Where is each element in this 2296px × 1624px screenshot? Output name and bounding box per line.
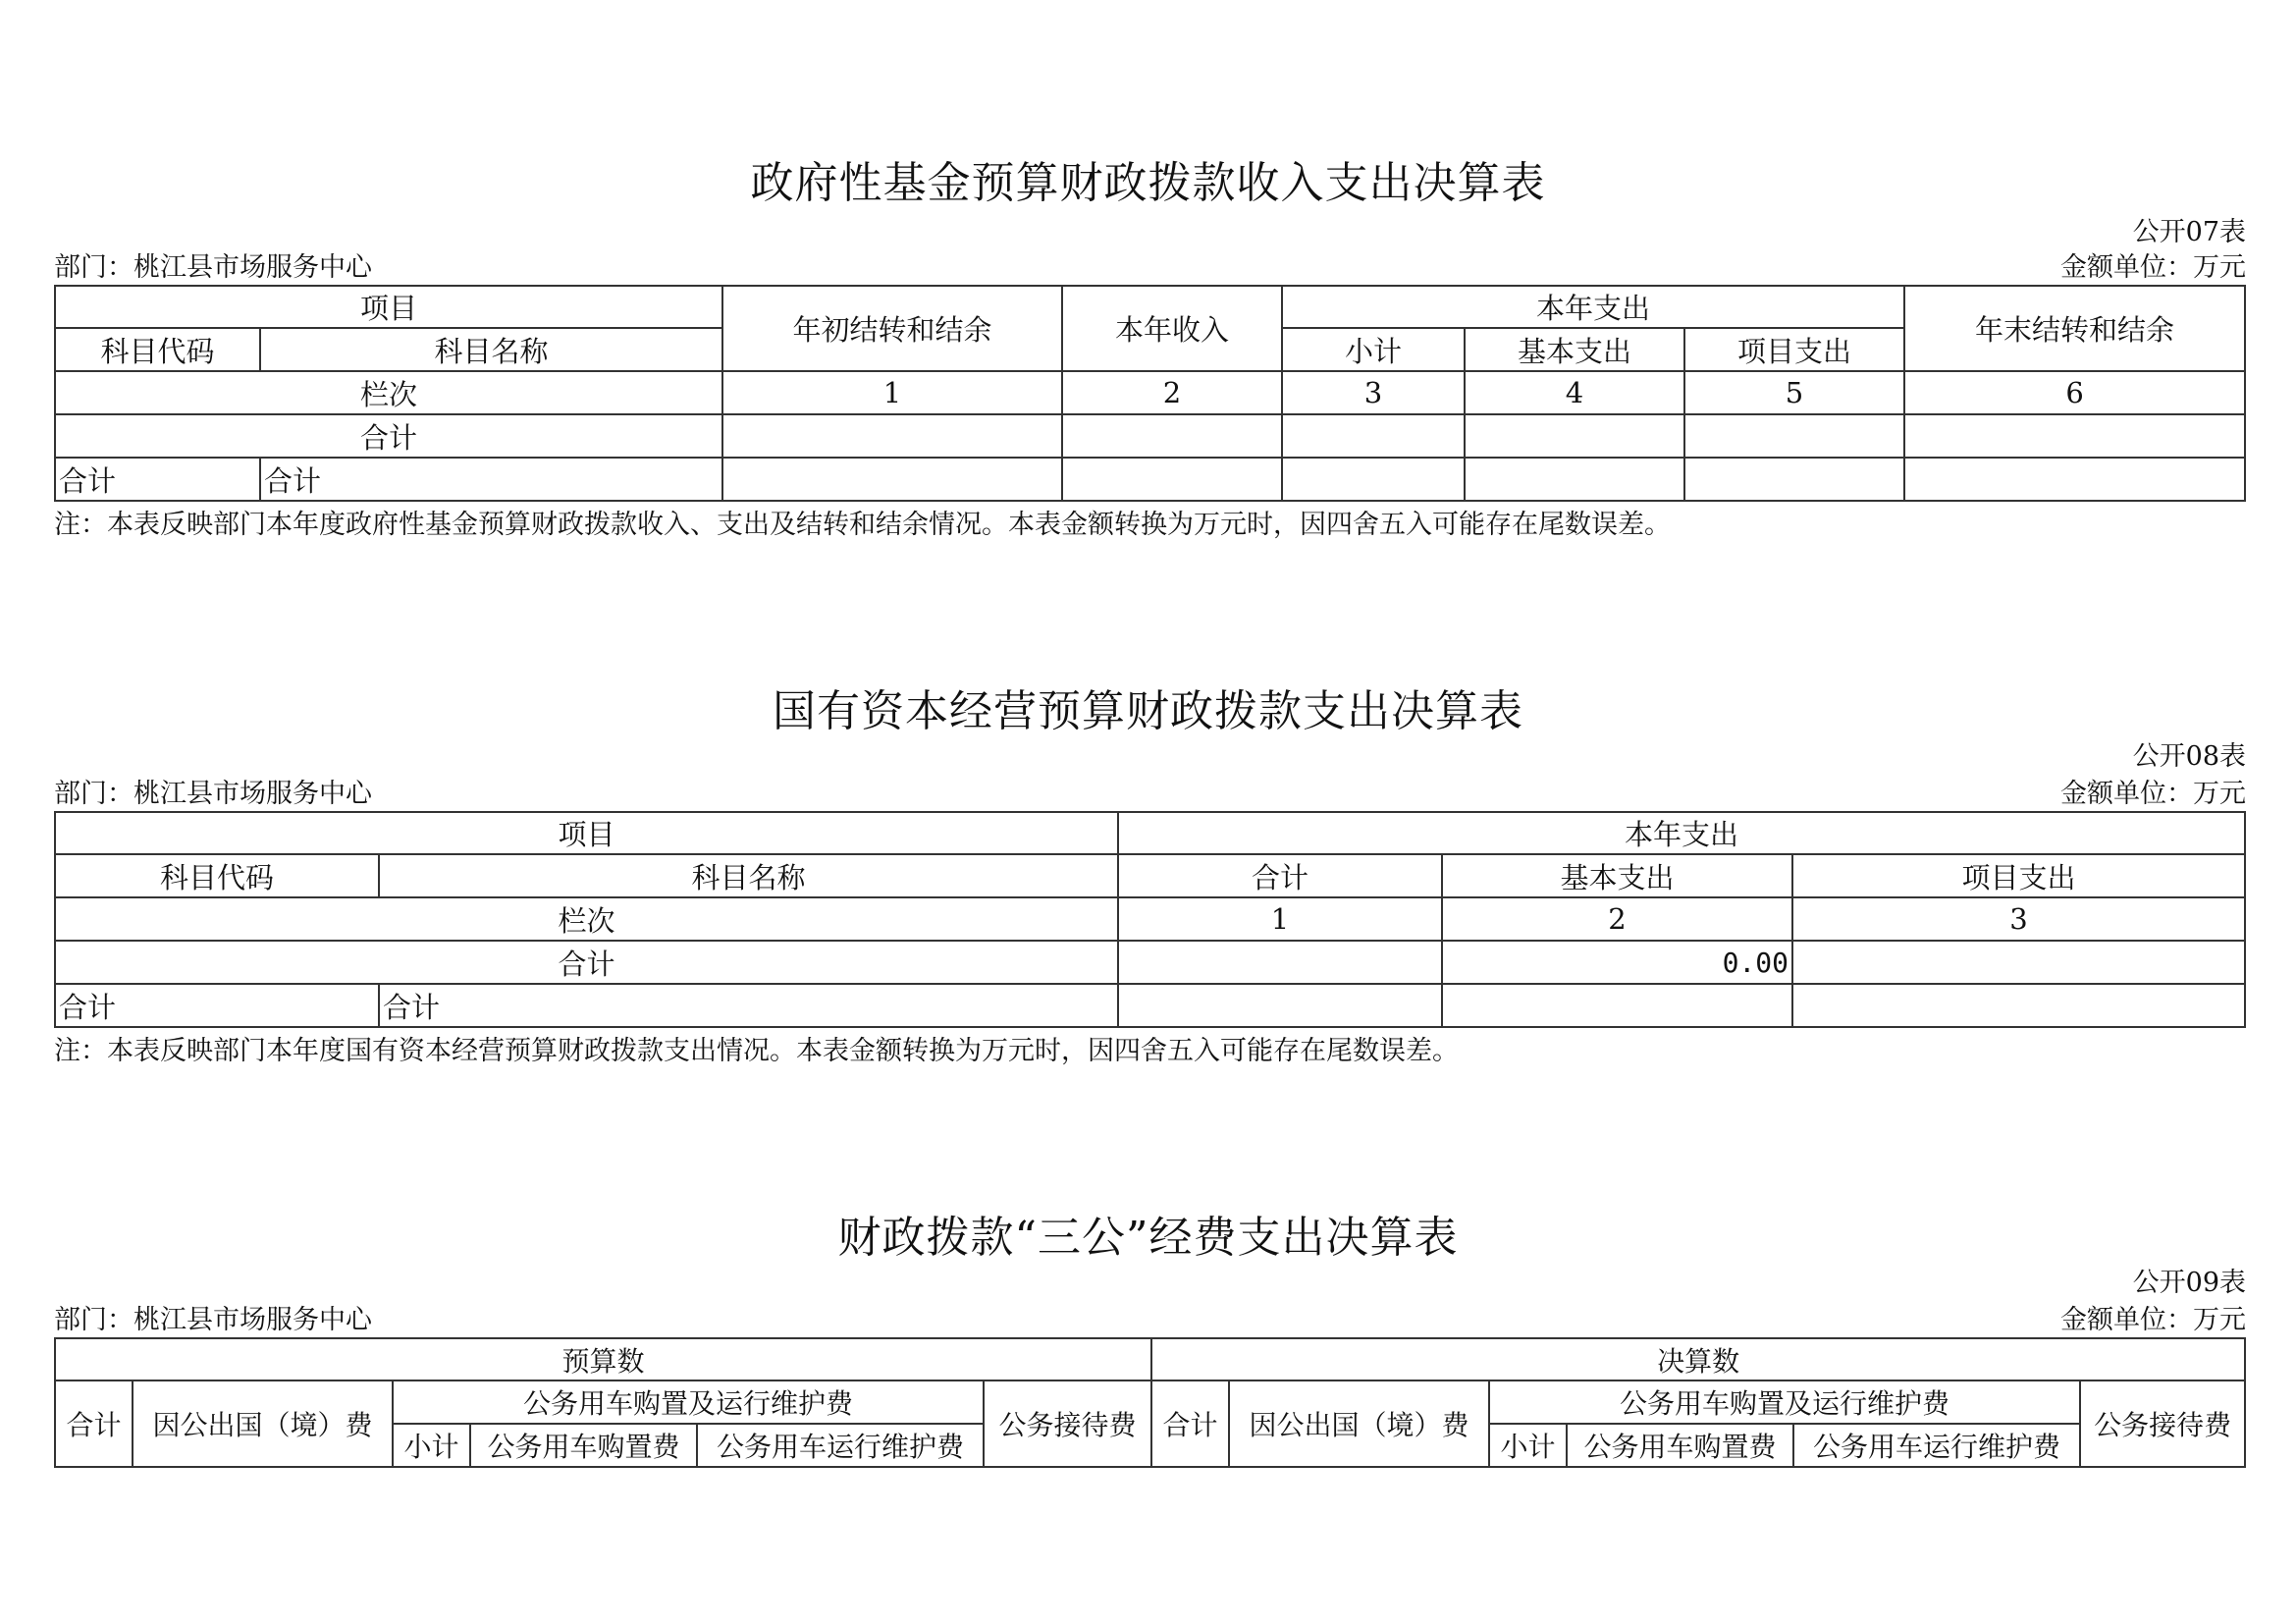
budget-vehicle-operation: 公务用车运行维护费 (697, 1424, 984, 1467)
table07-note: 注：本表反映部门本年度政府性基金预算财政拨款收入、支出及结转和结余情况。本表金额转换为万元时，因四舍五入可能存在尾数误差。 (54, 510, 1671, 540)
table-cell (1442, 984, 1792, 1027)
table09-unit: 金额单位：万元 (2060, 1305, 2246, 1335)
table-cell (1062, 458, 1282, 501)
table07-unit: 金额单位：万元 (2060, 252, 2246, 283)
final-reception: 公务接待费 (2080, 1380, 2245, 1467)
row-name: 合计 (379, 984, 1118, 1027)
table-row (55, 414, 2245, 458)
row-code: 合计 (55, 984, 379, 1027)
table-cell (722, 458, 1062, 501)
total-row-label: 合计 (55, 414, 722, 458)
header-item: 项目 (55, 812, 1118, 854)
table08-code: 公开08表 (2132, 741, 2246, 772)
column-number: 2 (1062, 371, 1282, 414)
table-cell (1062, 414, 1282, 458)
header-closing-balance: 年末结转和结余 (1904, 286, 2245, 371)
table-cell (1118, 941, 1442, 984)
header-subject-name: 科目名称 (379, 854, 1118, 897)
header-subject-name: 科目名称 (260, 328, 722, 371)
table-row (55, 371, 2245, 414)
header-total: 合计 (1118, 854, 1442, 897)
column-number: 6 (1904, 371, 2245, 414)
table07-title: 政府性基金预算财政拨款收入支出决算表 (750, 158, 1546, 208)
row-name: 合计 (260, 458, 722, 501)
table-cell (1465, 458, 1684, 501)
budget-subtotal: 小计 (393, 1424, 470, 1467)
header-income: 本年收入 (1062, 286, 1282, 371)
budget-total: 合计 (55, 1380, 133, 1467)
budget-reception: 公务接待费 (984, 1380, 1151, 1467)
column-number: 1 (722, 371, 1062, 414)
table-cell (1684, 458, 1904, 501)
final-vehicle: 公务用车购置及运行维护费 (1489, 1380, 2080, 1424)
column-number: 4 (1465, 371, 1684, 414)
final-vehicle-purchase: 公务用车购置费 (1567, 1424, 1793, 1467)
total-basic-value: 0.00 (1442, 941, 1792, 984)
header-opening-balance: 年初结转和结余 (722, 286, 1062, 371)
table-cell (1904, 414, 2245, 458)
table09-department: 部门：桃江县市场服务中心 (54, 1305, 372, 1335)
table08-note: 注：本表反映部门本年度国有资本经营预算财政拨款支出情况。本表金额转换为万元时，因四舍五入可能存在尾数误差。 (54, 1036, 1459, 1066)
table-cell (1792, 941, 2245, 984)
header-subject-code: 科目代码 (55, 328, 260, 371)
table-cell (1282, 414, 1465, 458)
table09-grid (54, 1337, 2246, 1468)
column-number: 3 (1792, 897, 2245, 941)
header-expenditure: 本年支出 (1282, 286, 1904, 328)
table08-department: 部门：桃江县市场服务中心 (54, 779, 372, 809)
table-cell (1792, 984, 2245, 1027)
table-cell (1904, 458, 2245, 501)
table-cell (1282, 458, 1465, 501)
header-project: 项目支出 (1792, 854, 2245, 897)
header-basic: 基本支出 (1465, 328, 1684, 371)
row-code: 合计 (55, 458, 260, 501)
final-vehicle-operation: 公务用车运行维护费 (1793, 1424, 2080, 1467)
table-row (55, 984, 2245, 1027)
budget-vehicle: 公务用车购置及运行维护费 (393, 1380, 984, 1424)
table07-department: 部门：桃江县市场服务中心 (54, 252, 372, 283)
table-row (55, 941, 2245, 984)
header-item: 项目 (55, 286, 722, 328)
budget-vehicle-purchase: 公务用车购置费 (470, 1424, 697, 1467)
budget-abroad: 因公出国（境）费 (133, 1380, 393, 1467)
column-number: 5 (1684, 371, 1904, 414)
header-subject-code: 科目代码 (55, 854, 379, 897)
header-basic: 基本支出 (1442, 854, 1792, 897)
table08-unit: 金额单位：万元 (2060, 779, 2246, 809)
column-number: 3 (1282, 371, 1465, 414)
column-row-label: 栏次 (55, 897, 1118, 941)
header-budget: 预算数 (55, 1338, 1151, 1380)
total-row-label: 合计 (55, 941, 1118, 984)
table-row (55, 458, 2245, 501)
header-project: 项目支出 (1684, 328, 1904, 371)
table09-title: 财政拨款“三公”经费支出决算表 (837, 1213, 1459, 1263)
table09-code: 公开09表 (2132, 1268, 2246, 1298)
table-cell (1684, 414, 1904, 458)
final-abroad: 因公出国（境）费 (1229, 1380, 1489, 1467)
table08-title: 国有资本经营预算财政拨款支出决算表 (773, 686, 1523, 736)
table08-grid (54, 811, 2246, 1028)
final-subtotal: 小计 (1489, 1424, 1567, 1467)
header-final: 决算数 (1151, 1338, 2245, 1380)
table-cell (1118, 984, 1442, 1027)
column-number: 1 (1118, 897, 1442, 941)
column-number: 2 (1442, 897, 1792, 941)
table07-grid (54, 285, 2246, 502)
table07-code: 公开07表 (2132, 217, 2246, 247)
table-row (55, 897, 2245, 941)
column-row-label: 栏次 (55, 371, 722, 414)
header-expenditure: 本年支出 (1118, 812, 2245, 854)
table-cell (1465, 414, 1684, 458)
header-subtotal: 小计 (1282, 328, 1465, 371)
final-total: 合计 (1151, 1380, 1229, 1467)
table-cell (722, 414, 1062, 458)
